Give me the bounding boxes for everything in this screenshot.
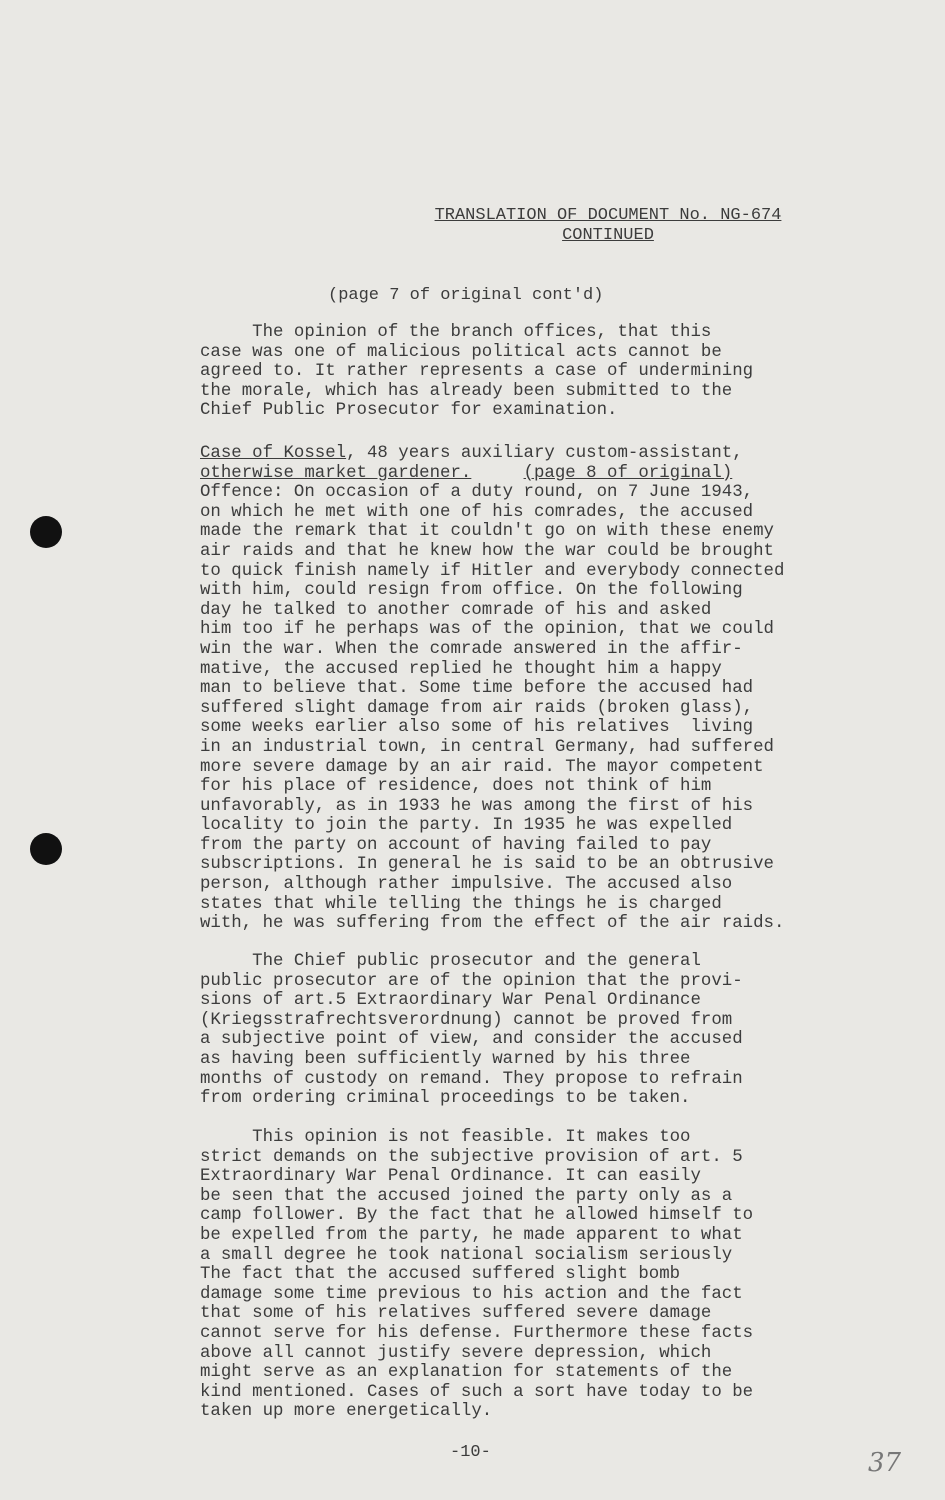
case-body: Offence: On occasion of a duty round, on 7 June 1943, on which he met with one of his comrades, the accused made the remark that it couldn't go on with these enemy air raids and that he knew how the war could be brought to quick finish namely if Hitler and everybody connected with him, could resign from office. On the following day he talked to another comrade of his and asked him too if he perhaps was of the opinion, that we could win the war. When the comrade answered in the affir- mative, the accused replied he thought him a happy man to believe that. Some time before the accused had suffered slight damage from air raids (broken glass), some weeks earlier also some of his relatives living in an industrial town, in central Germany, had suffered more severe damage by an air raid. The mayor competent for his place of residence, does not think of him unfavorably, as in 1933 he was among the first of his locality to join the party. In 1935 he was expelled from the party on account of having failed to pay subscriptions. In general he is said to be an obtrusive person, although rather impulsive. The accused also states that while telling the things he is charged with, he was suffering from the effect of the air raids.: [200, 483, 785, 934]
paragraph-case-kossel: [200, 444, 870, 934]
case-title-rest: , 48 years auxiliary custom-assistant,: [346, 444, 743, 463]
case-page-reference: (page 8 of original): [523, 463, 733, 483]
document-header: [398, 206, 818, 246]
case-gap: [471, 464, 523, 483]
punch-hole: [30, 833, 62, 865]
punch-hole: [30, 516, 62, 548]
paragraph-prosecutor-opinion: The Chief public prosecutor and the general public prosecutor are of the opinion that the provi- sions of art.5 Extraordinary War Penal Ordinance (Kriegsstrafrechtsverordnung) cannot be proved from a subjective point of view, and consider the accused as having been sufficiently warned by his three months of custody on remand. They propose to refrain from ordering criminal proceedings to be taken.: [200, 952, 743, 1109]
header-subtitle: CONTINUED: [562, 226, 654, 245]
case-occupation: otherwise market gardener.: [200, 463, 472, 483]
case-title: Case of Kossel: [200, 444, 347, 463]
page-reference: (page 7 of original cont'd): [328, 286, 604, 305]
page-number: -10-: [450, 1443, 491, 1462]
paragraph-rebuttal: This opinion is not feasible. It makes too strict demands on the subjective provision of art. 5 Extraordinary War Penal Ordinance. It can easily be seen that the accused joined the party only as a camp follower. By the fact that he allowed himself to be expelled from the party, he made apparent to what a small degree he took national socialism seriously The fact that the accused suffered slight bomb damage some time previous to his action and the fact that some of his relatives suffered severe damage cannot serve for his defense. Furthermore these facts above all cannot justify severe depression, which might serve as an explanation for statements of the kind mentioned. Cases of such a sort have today to be taken up more energetically.: [200, 1128, 754, 1422]
paragraph-branch-offices: The opinion of the branch offices, that this case was one of malicious political acts cannot be agreed to. It rather represents a case of undermining the morale, which has already been submitted to the Chief Public Prosecutor for examination.: [200, 323, 754, 421]
handwritten-number: 37: [868, 1448, 902, 1478]
header-title: TRANSLATION OF DOCUMENT No. NG-674: [434, 206, 782, 225]
